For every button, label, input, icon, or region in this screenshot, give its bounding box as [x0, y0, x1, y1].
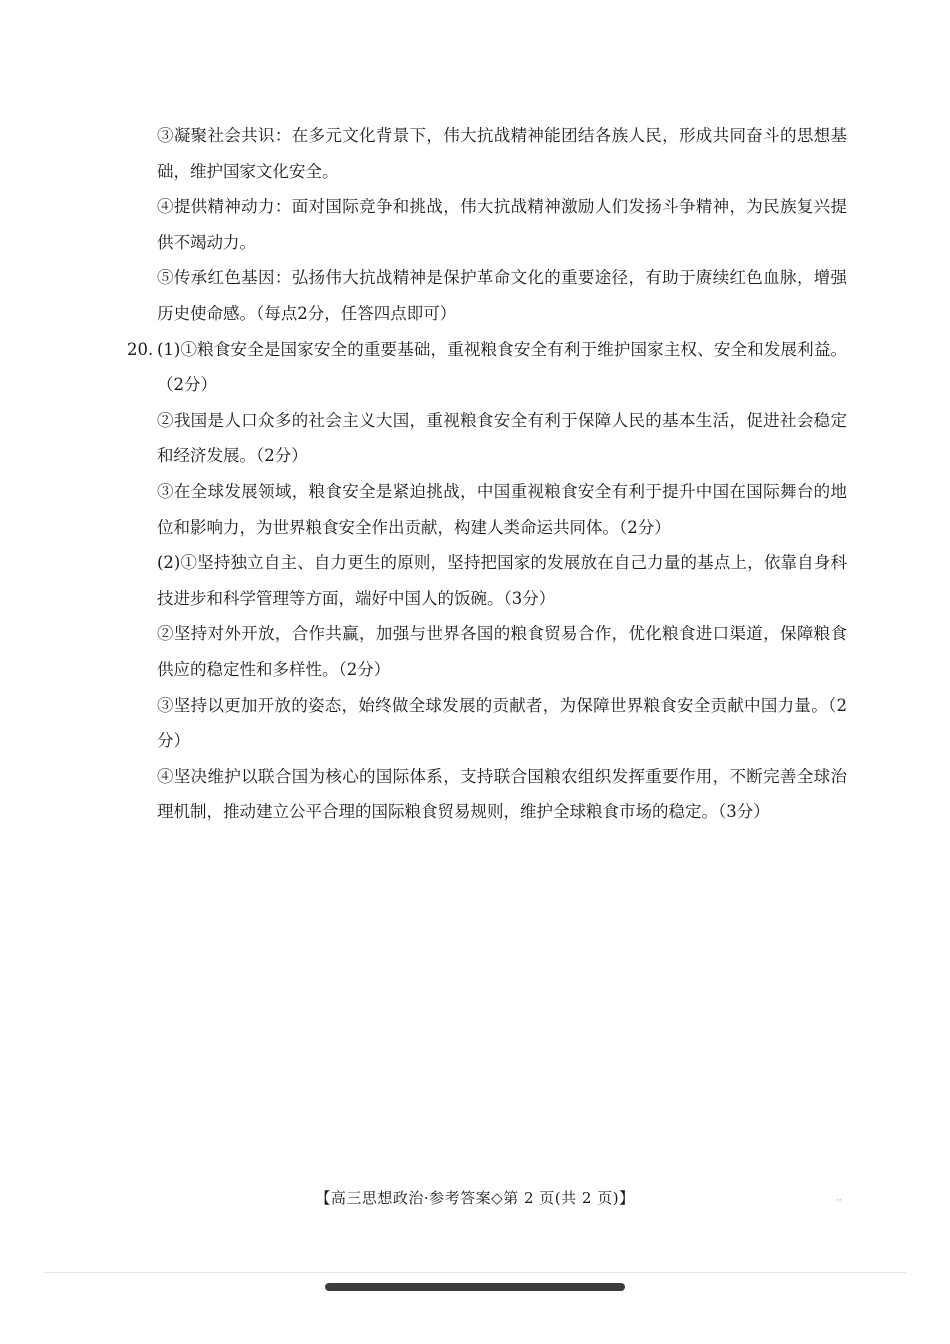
question-20 [127, 332, 847, 403]
answer-paragraph: (1)①粮食安全是国家安全的重要基础，重视粮食安全有利于维护国家主权、安全和发展利益。（2分） [157, 339, 847, 395]
divider [44, 1272, 906, 1273]
home-indicator-bar[interactable] [325, 1283, 625, 1291]
answer-paragraph: ⑤传承红色基因：弘扬伟大抗战精神是保护革命文化的重要途径，有助于赓续红色血脉，增强历史使命感。（每点2分，任答四点即可） [157, 268, 847, 323]
answer-paragraph: (2)①坚持独立自主、自力更生的原则，坚持把国家的发展放在自己力量的基点上，依靠自身科技进步和科学管理等方面，端好中国人的饭碗。（3分） [157, 553, 847, 608]
question-number: 20. [127, 339, 154, 359]
answer-paragraph: ②我国是人口众多的社会主义大国，重视粮食安全有利于保障人民的基本生活，促进社会稳定和经济发展。（2分） [157, 410, 847, 466]
answer-paragraph: ②坚持对外开放，合作共赢，加强与世界各国的粮食贸易合作，优化粮食进口渠道，保障粮食供应的稳定性和多样性。（2分） [157, 624, 847, 679]
answer-content [127, 118, 847, 830]
answer-paragraph: ③凝聚社会共识：在多元文化背景下，伟大抗战精神能团结各族人民，形成共同奋斗的思想基础，维护国家文化安全。 [157, 126, 847, 181]
answer-paragraph: ③坚持以更加开放的姿态，始终做全球发展的贡献者，为保障世界粮食安全贡献中国力量。（2分） [157, 695, 847, 751]
corner-mark: ·· [836, 1196, 842, 1206]
answer-paragraph: ③在全球发展领域，粮食安全是紧迫挑战，中国重视粮食安全有利于提升中国在国际舞台的地位和影响力，为世界粮食安全作出贡献，构建人类命运共同体。（2分） [157, 481, 847, 537]
answer-paragraph: ④提供精神动力：面对国际竞争和挑战，伟大抗战精神激励人们发扬斗争精神，为民族复兴提供不竭动力。 [157, 197, 847, 252]
answer-paragraph: ④坚决维护以联合国为核心的国际体系，支持联合国粮农组织发挥重要作用，不断完善全球治理机制，推动建立公平合理的国际粮食贸易规则，维护全球粮食市场的稳定。（3分） [157, 766, 847, 822]
page-footer: 【高三思想政治·参考答案◇第 2 页(共 2 页)】 [315, 1189, 635, 1207]
